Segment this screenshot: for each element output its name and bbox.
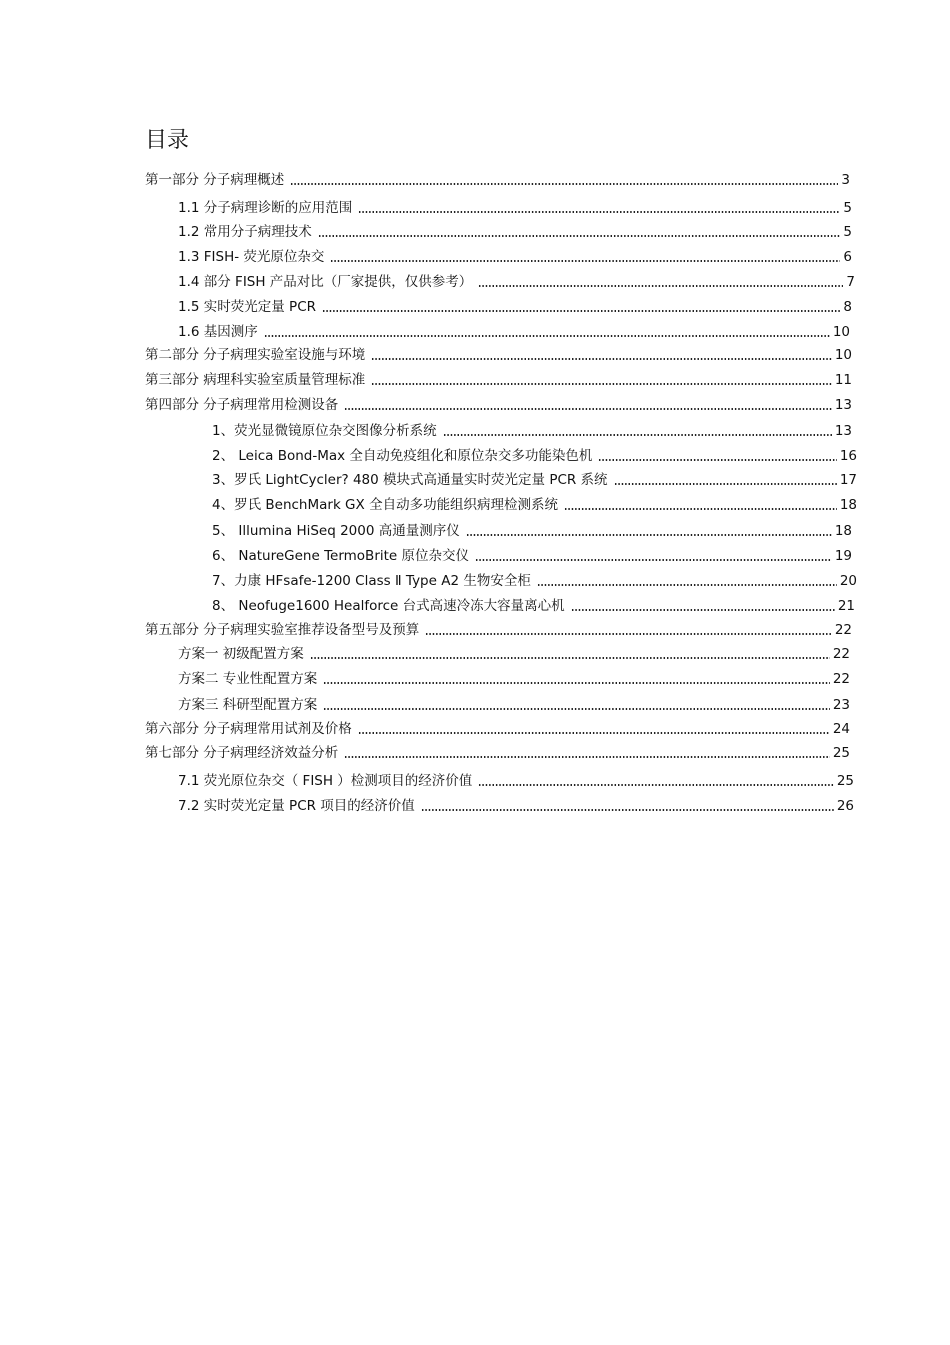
- toc-entry[interactable]: [145, 718, 850, 738]
- toc-entry-page-number: 8: [843, 299, 852, 315]
- toc-entry-label: 第二部分 分子病理实验室设施与环境: [145, 347, 366, 363]
- toc-leader-dots: [478, 784, 834, 786]
- toc-entry-label: 3、罗氏 LightCycler? 480 模块式高通量实时荧光定量 PCR 系统: [212, 472, 608, 488]
- toc-entry[interactable]: [178, 321, 850, 341]
- toc-leader-dots: [358, 732, 830, 734]
- toc-entry[interactable]: [145, 619, 852, 639]
- toc-leader-dots: [318, 235, 841, 237]
- toc-entry-page-number: 26: [836, 798, 854, 814]
- toc-entry-page-number: 16: [839, 448, 857, 464]
- toc-leader-dots: [323, 708, 830, 710]
- toc-entry-page-number: 25: [832, 745, 850, 761]
- toc-entry[interactable]: [178, 296, 852, 316]
- toc-entry-page-number: 17: [839, 472, 857, 488]
- toc-entry-page-number: 10: [834, 347, 852, 363]
- toc-entry-label: 1.5 实时荧光定量 PCR: [178, 299, 316, 315]
- toc-entry-page-number: 19: [834, 548, 852, 564]
- toc-entry-label: 1.1 分子病理诊断的应用范围: [178, 200, 353, 216]
- toc-entry-label: 方案二 专业性配置方案: [178, 671, 318, 687]
- toc-entry-label: 第六部分 分子病理常用试剂及价格: [145, 721, 352, 737]
- toc-entry-page-number: 3: [841, 172, 850, 188]
- toc-entry-label: 7.2 实时荧光定量 PCR 项目的经济价值: [178, 798, 415, 814]
- toc-entry-page-number: 18: [839, 497, 857, 513]
- toc-entry-label: 第四部分 分子病理常用检测设备: [145, 397, 339, 413]
- toc-entry-page-number: 24: [832, 721, 850, 737]
- toc-entry-label: 4、罗氏 BenchMark GX 全自动多功能组织病理检测系统: [212, 497, 559, 513]
- toc-leader-dots: [290, 183, 838, 185]
- toc-entry[interactable]: [178, 271, 855, 291]
- toc-entry-label: 方案三 科研型配置方案: [178, 697, 318, 713]
- toc-leader-dots: [478, 285, 843, 287]
- toc-entry[interactable]: [145, 394, 852, 414]
- toc-entry-page-number: 22: [832, 671, 850, 687]
- toc-entry[interactable]: [212, 445, 857, 465]
- toc-entry[interactable]: [178, 643, 850, 663]
- toc-leader-dots: [564, 508, 837, 510]
- toc-entry-label: 7、力康 HFsafe-1200 Class Ⅱ Type A2 生物安全柜: [212, 573, 531, 589]
- toc-entry[interactable]: [212, 420, 852, 440]
- toc-entry-label: 第五部分 分子病理实验室推荐设备型号及预算: [145, 622, 420, 638]
- toc-entry[interactable]: [212, 545, 852, 565]
- toc-leader-dots: [330, 260, 840, 262]
- toc-entry[interactable]: [212, 570, 857, 590]
- toc-leader-dots: [344, 756, 830, 758]
- toc-entry-page-number: 25: [836, 773, 854, 789]
- toc-entry[interactable]: [212, 520, 852, 540]
- toc-entry-label: 8、 Neofuge1600 Healforce 台式高速冷冻大容量离心机: [212, 598, 565, 614]
- toc-leader-dots: [371, 358, 832, 360]
- toc-entry-page-number: 23: [832, 697, 850, 713]
- toc-entry-page-number: 20: [839, 573, 857, 589]
- toc-entry[interactable]: [178, 197, 852, 217]
- toc-entry-page-number: 5: [843, 200, 852, 216]
- toc-entry-page-number: 13: [834, 423, 852, 439]
- toc-entry-page-number: 18: [834, 523, 852, 539]
- toc-leader-dots: [421, 809, 834, 811]
- toc-entry-label: 1.6 基因测序: [178, 324, 258, 340]
- toc-entry-page-number: 11: [834, 372, 852, 388]
- toc-entry-page-number: 6: [843, 249, 852, 265]
- toc-entry-label: 方案一 初级配置方案: [178, 646, 304, 662]
- toc-leader-dots: [264, 335, 830, 337]
- toc-title: 目录: [145, 128, 190, 153]
- toc-leader-dots: [443, 434, 832, 436]
- toc-entry-label: 2、 Leica Bond-Max 全自动免疫组化和原位杂交多功能染色机: [212, 448, 593, 464]
- toc-leader-dots: [344, 408, 832, 410]
- toc-leader-dots: [323, 682, 830, 684]
- toc-entry-page-number: 5: [843, 224, 852, 240]
- toc-entry-page-number: 22: [834, 622, 852, 638]
- toc-entry-page-number: 21: [837, 598, 855, 614]
- toc-entry[interactable]: [178, 221, 852, 241]
- toc-entry-label: 1.4 部分 FISH 产品对比（厂家提供，仅供参考）: [178, 274, 473, 290]
- toc-leader-dots: [598, 459, 836, 461]
- toc-leader-dots: [475, 559, 832, 561]
- toc-leader-dots: [537, 584, 837, 586]
- toc-leader-dots: [310, 657, 830, 659]
- toc-entry-label: 第一部分 分子病理概述: [145, 172, 285, 188]
- toc-entry[interactable]: [178, 668, 850, 688]
- toc-leader-dots: [371, 383, 832, 385]
- toc-entry[interactable]: [178, 770, 854, 790]
- toc-entry-label: 1.3 FISH- 荧光原位杂交: [178, 249, 325, 265]
- toc-entry-label: 6、 NatureGene TermoBrite 原位杂交仪: [212, 548, 470, 564]
- toc-entry-label: 7.1 荧光原位杂交（ FISH ）检测项目的经济价值: [178, 773, 473, 789]
- toc-entry[interactable]: [178, 694, 850, 714]
- toc-entry-label: 5、 Illumina HiSeq 2000 高通量测序仪: [212, 523, 460, 539]
- toc-entry-page-number: 10: [832, 324, 850, 340]
- toc-leader-dots: [571, 609, 835, 611]
- toc-entry-page-number: 13: [834, 397, 852, 413]
- toc-entry[interactable]: [145, 369, 852, 389]
- toc-entry-label: 第七部分 分子病理经济效益分析: [145, 745, 339, 761]
- toc-entry-label: 第三部分 病理科实验室质量管理标准: [145, 372, 366, 388]
- toc-entry[interactable]: [178, 246, 852, 266]
- toc-entry-label: 1.2 常用分子病理技术: [178, 224, 312, 240]
- toc-entry-label: 1、荧光显微镜原位杂交图像分析系统: [212, 423, 437, 439]
- toc-entry[interactable]: [212, 494, 857, 514]
- toc-entry[interactable]: [212, 595, 855, 615]
- toc-leader-dots: [358, 211, 840, 213]
- toc-entry-page-number: 22: [832, 646, 850, 662]
- toc-entry[interactable]: [145, 742, 850, 762]
- toc-leader-dots: [466, 534, 832, 536]
- toc-leader-dots: [614, 483, 837, 485]
- toc-entry[interactable]: [178, 795, 854, 815]
- toc-leader-dots: [322, 310, 840, 312]
- toc-entry-page-number: 7: [846, 274, 855, 290]
- toc-entry[interactable]: [145, 344, 852, 364]
- toc-leader-dots: [425, 633, 832, 635]
- toc-entry[interactable]: [212, 469, 857, 489]
- toc-entry[interactable]: [145, 169, 850, 189]
